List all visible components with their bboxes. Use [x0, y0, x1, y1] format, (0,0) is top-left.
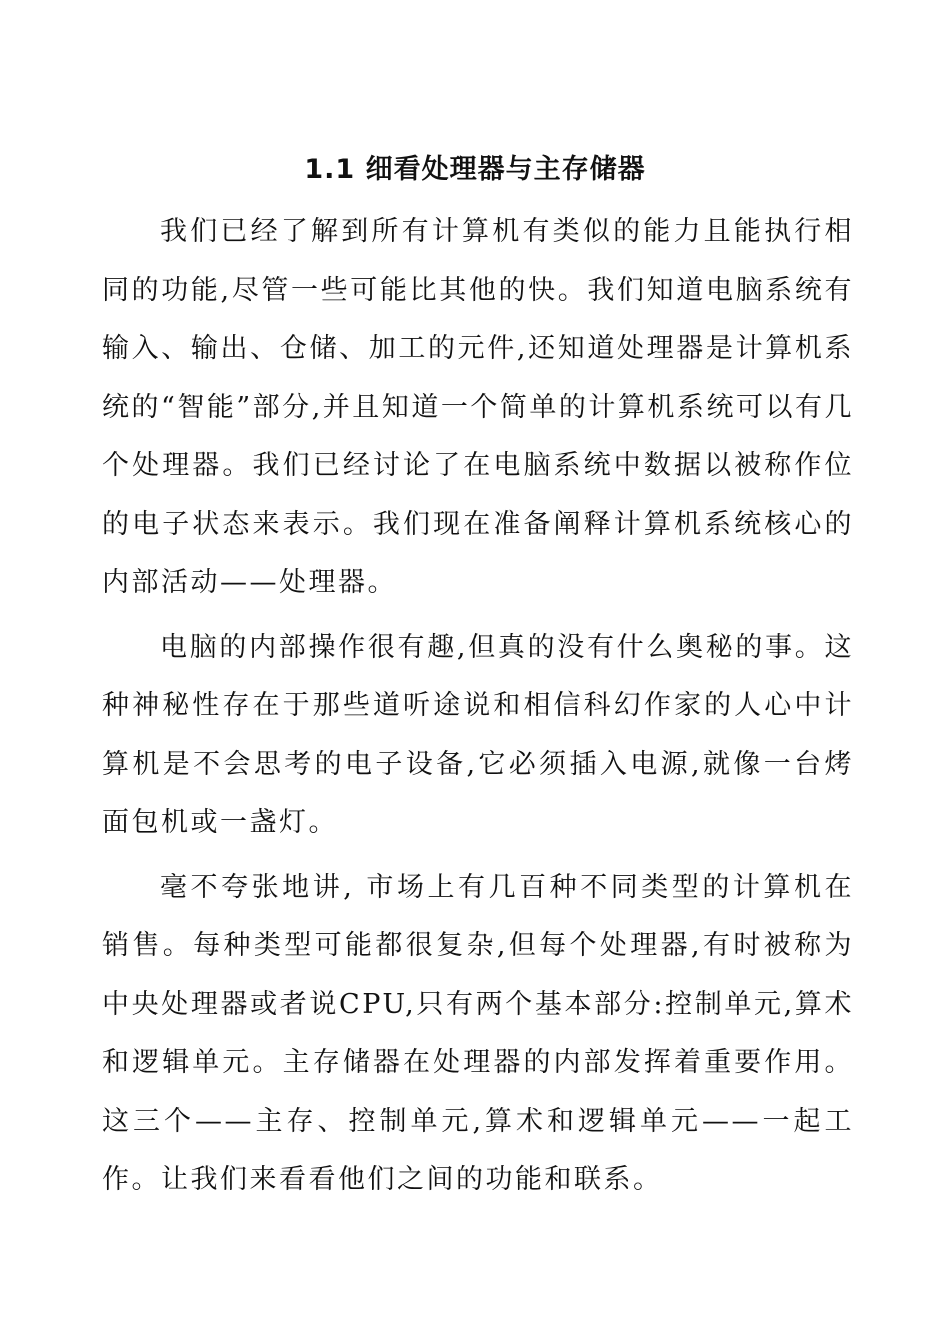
paragraph-2: 电脑的内部操作很有趣,但真的没有什么奥秘的事。这种神秘性存在于那些道听途说和相信科幻作家的人心中计算机是不会思考的电子设备,它必须插入电源,就像一台烤面包机或一盏灯。: [102, 631, 854, 838]
section-title: 1.1 细看处理器与主存储器: [304, 154, 646, 185]
body-text: [102, 203, 854, 1216]
paragraph-1: 我们已经了解到所有计算机有类似的能力且能执行相同的功能,尽管一些可能比其他的快。我们知道电脑系统有输入、输出、仓储、加工的元件,还知道处理器是计算机系统的“智能”部分,并且知道一个简单的计算机系统可以有几个处理器。我们已经讨论了在电脑系统中数据以被称作位的电子状态来表示。我们现在准备阐释计算机系统核心的内部活动——处理器。: [102, 216, 854, 598]
paragraph-3: 毫不夸张地讲, 市场上有几百种不同类型的计算机在销售。每种类型可能都很复杂,但每个处理器,有时被称为中央处理器或者说CPU,只有两个基本部分:控制单元,算术和逻辑单元。主存储器在处理器的内部发挥着重要作用。这三个——主存、控制单元,算术和逻辑单元——一起工作。让我们来看看他们之间的功能和联系。: [102, 871, 854, 1195]
